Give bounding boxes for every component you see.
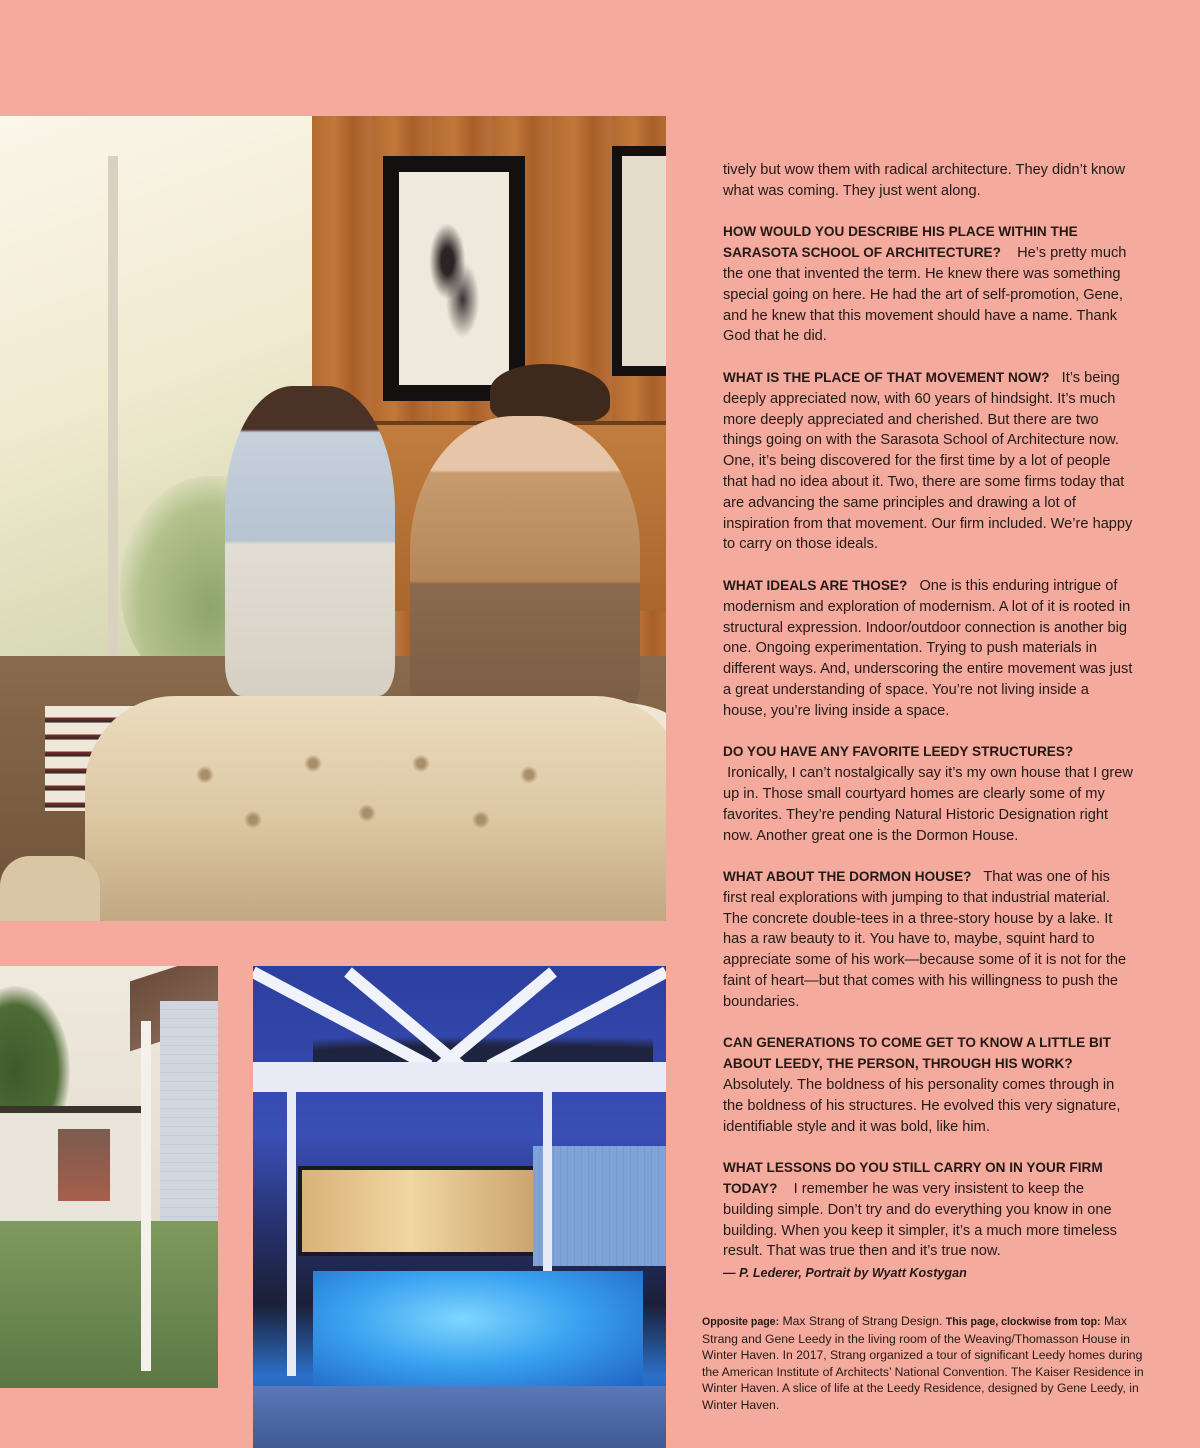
qa-block (723, 576, 1135, 722)
question: WHAT IDEALS ARE THOSE? (723, 577, 908, 593)
photo-wall-panel (533, 1146, 666, 1266)
question: HOW WOULD YOU DESCRIBE HIS PLACE WITHIN THE SARASOTA SCHOOL OF ARCHITECTURE? (723, 224, 1078, 261)
qa-block (723, 742, 1135, 846)
caption-lead-this-page: This page, clockwise from top: (945, 1316, 1101, 1328)
answer: That was one of his first real explorations with jumping to that industrial material. The concrete double-tees in a three-story house by a lake. It has a raw beauty to it. You have to, maybe, squint hard to appreciate some of his work—because some of it is not for the faint of heart—but that comes with his willingness to push the boundaries. (723, 869, 1127, 1010)
photo-roof-edge (253, 1062, 666, 1092)
caption-lead-opposite: Opposite page: (702, 1316, 780, 1328)
question: WHAT IS THE PLACE OF THAT MOVEMENT NOW? (723, 369, 1050, 385)
photo-person-right (410, 416, 640, 716)
caption-text-this-page: Max Strang and Gene Leedy in the living room of the Weaving/Thomasson House in Winter Haven. In 2017, Strang organized a tour of significant Leedy homes during the American Institute of Architects’ National Convention. The Kaiser Residence in Winter Haven. A slice of life at the Leedy Residence, designed by Gene Leedy, in Winter Haven. (702, 1314, 1144, 1412)
intro-text: tively but wow them with radical architecture. They didn’t know what was coming. They just went along. (723, 162, 1126, 199)
photo-pool (313, 1271, 643, 1391)
answer: One is this enduring intrigue of modernism and exploration of modernism. A lot of it is rooted in structural expression. Indoor/outdoor connection is another big one. Ongoing experimentation. Trying to push materials in different ways. And, underscoring the entire movement was just a great understanding of space. You’re not living inside a house, you’re living inside a space. (723, 577, 1133, 719)
article-body (723, 160, 1135, 1283)
qa-block (723, 1033, 1135, 1137)
photo-artwork-left (383, 156, 525, 401)
photo-lawn (0, 1221, 218, 1388)
photo-column (287, 1086, 296, 1376)
photo-window-mullion (108, 156, 118, 696)
answer: Absolutely. The boldness of his personality comes through in the boldness of his structures. He evolved this very signature, identifiable style and it was bold, like him. (723, 1077, 1121, 1135)
article-intro (723, 160, 1135, 202)
photo-artwork-right (612, 146, 666, 376)
caption-text-opposite: Max Strang of Strang Design. (782, 1314, 943, 1328)
photo-house (0, 1106, 150, 1221)
photo-caption (702, 1313, 1157, 1414)
question: WHAT LESSONS DO YOU STILL CARRY ON IN YOUR FIRM TODAY? (723, 1160, 1103, 1197)
photo-post (141, 1021, 151, 1371)
photo-leedy-residence (0, 966, 218, 1388)
question: DO YOU HAVE ANY FAVORITE LEEDY STRUCTURES? (723, 744, 1074, 760)
question: WHAT ABOUT THE DORMON HOUSE? (723, 869, 972, 885)
photo-deck (253, 1386, 666, 1448)
photo-sofa-arm (0, 856, 100, 921)
qa-block (723, 867, 1135, 1013)
qa-block (723, 1158, 1135, 1262)
qa-block (723, 368, 1135, 555)
photo-lit-interior (298, 1166, 548, 1256)
photo-living-room (0, 116, 666, 921)
photo-kaiser-residence (253, 966, 666, 1448)
answer: He’s pretty much the one that invented the term. He knew there was something special going on here. He had the art of self-promotion, Gene, and he knew that this movement should have a name. Thank God that he did. (723, 245, 1127, 345)
qa-block (723, 222, 1135, 347)
answer: Ironically, I can’t nostalgically say it’s my own house that I grew up in. Those small courtyard homes are clearly some of my favorites. They’re pending Natural Historic Designation right now. Another great one is the Dormon House. (723, 765, 1133, 844)
photo-person-left (225, 386, 395, 696)
question: CAN GENERATIONS TO COME GET TO KNOW A LITTLE BIT ABOUT LEEDY, THE PERSON, THROUGH HIS WORK? (723, 1035, 1111, 1072)
photo-house-window (58, 1129, 110, 1201)
answer: I remember he was very insistent to keep the building simple. Don’t try and do everything you know in one building. When you keep it simpler, it’s a much more timeless result. That was true then and it’s true now. (723, 1181, 1117, 1260)
answer: It’s being deeply appreciated now, with 60 years of hindsight. It’s much more deeply appreciated and cherished. But there are two things going on with the Sarasota School of Architecture now. One, it’s being discovered for the first time by a lot of people that had no idea about it. Two, there are some firms today that are advancing the same principles and drawing a lot of inspiration from that movement. Our firm included. We’re happy to carry on those ideals. (723, 369, 1133, 553)
article-credit: — P. Lederer, Portrait by Wyatt Kostygan (723, 1266, 967, 1281)
photo-tufted-ottoman (85, 696, 666, 921)
